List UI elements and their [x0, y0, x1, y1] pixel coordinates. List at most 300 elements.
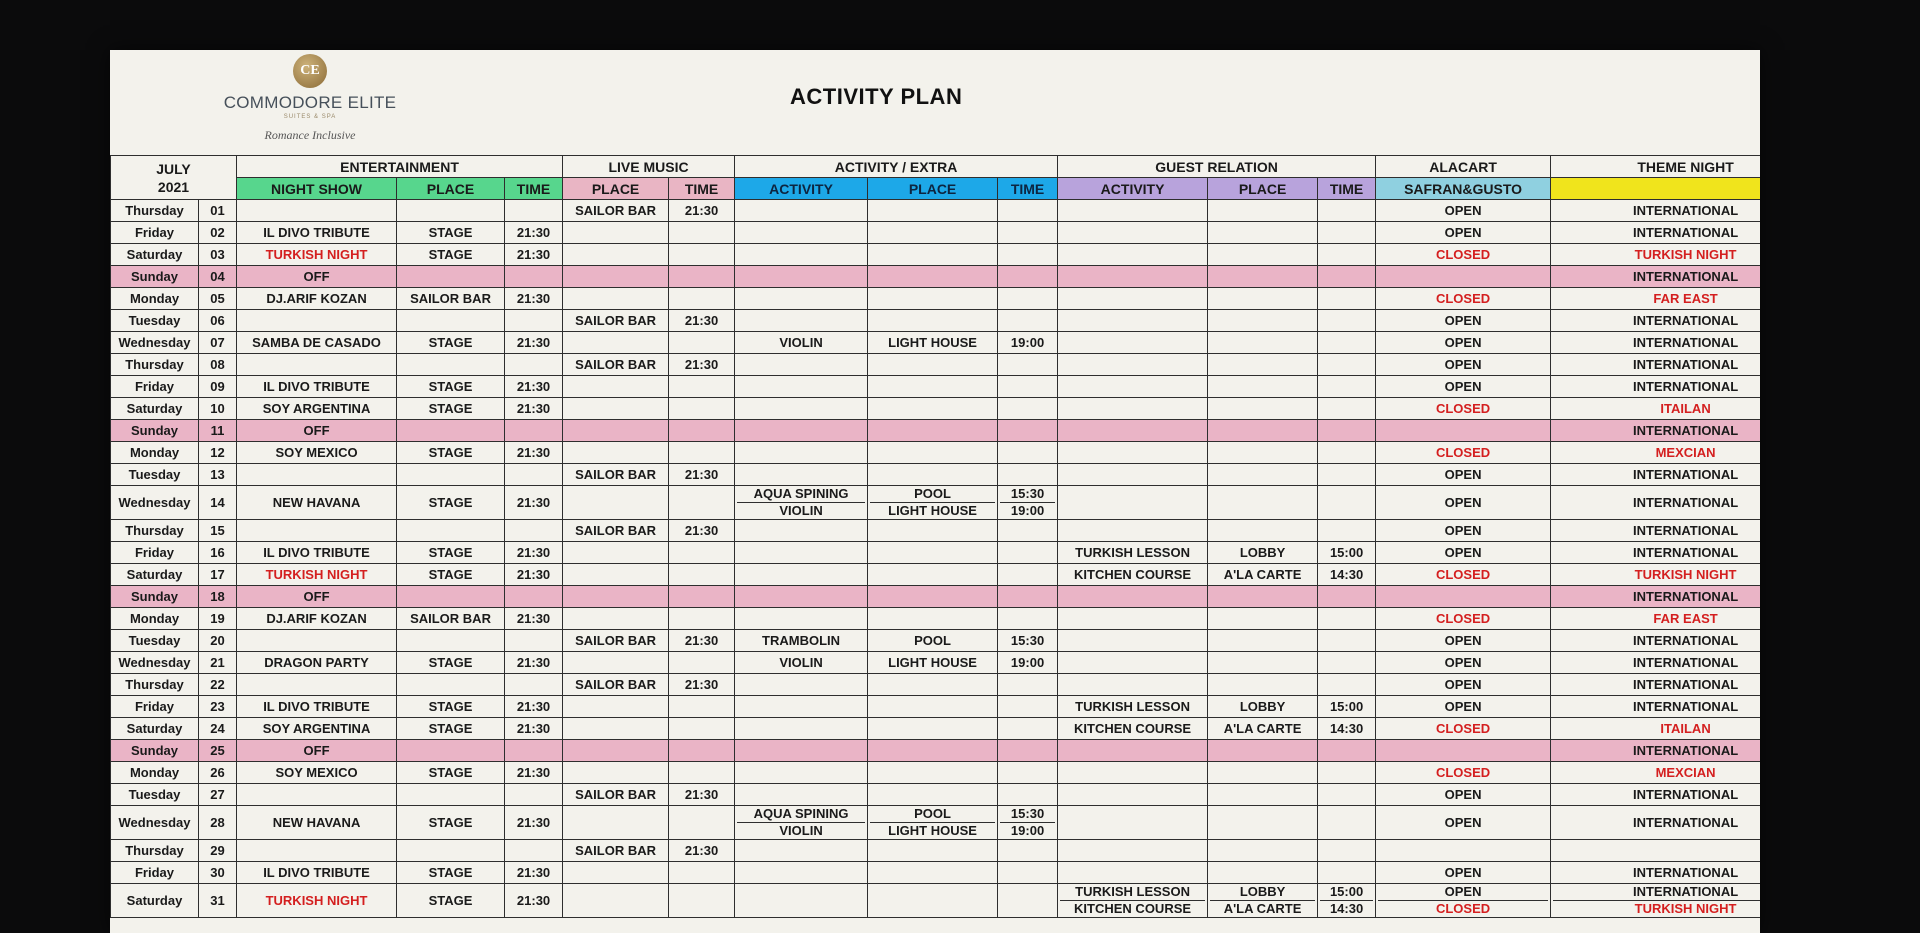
guest-activity: [1058, 784, 1208, 806]
table-row: [111, 288, 1761, 310]
guest-time: [1318, 784, 1376, 806]
guest-time: [1318, 398, 1376, 420]
guest-time: [1318, 762, 1376, 784]
night-show: [237, 784, 397, 806]
extra-place: [868, 288, 998, 310]
extra-time-line: 19:00: [1000, 822, 1055, 839]
theme-night: INTERNATIONAL: [1551, 806, 1760, 840]
extra-activity: [735, 244, 868, 266]
day-name: Friday: [111, 376, 199, 398]
extra-time: [998, 840, 1058, 862]
guest-place: [1208, 884, 1318, 918]
show-place: [397, 310, 505, 332]
music-time: 21:30: [669, 520, 735, 542]
day-date: 25: [199, 740, 237, 762]
extra-activity: [735, 542, 868, 564]
guest-place: [1208, 442, 1318, 464]
theme-night: INTERNATIONAL: [1551, 784, 1760, 806]
music-place: [563, 288, 669, 310]
music-time: 21:30: [669, 840, 735, 862]
night-show: IL DIVO TRIBUTE: [237, 376, 397, 398]
alacart-status: CLOSED: [1376, 762, 1551, 784]
guest-activity: [1058, 862, 1208, 884]
plan-header: [110, 50, 1760, 155]
alacart-status-line: OPEN: [1444, 884, 1482, 899]
extra-time: [998, 784, 1058, 806]
header-show-place: PLACE: [397, 178, 505, 200]
music-place: SAILOR BAR: [563, 464, 669, 486]
extra-activity: [735, 740, 868, 762]
guest-activity: TURKISH LESSON: [1058, 542, 1208, 564]
guest-place: [1208, 630, 1318, 652]
extra-activity: [735, 884, 868, 918]
guest-time: [1318, 288, 1376, 310]
show-place: SAILOR BAR: [397, 608, 505, 630]
extra-time: [998, 542, 1058, 564]
night-show: IL DIVO TRIBUTE: [237, 542, 397, 564]
night-show: SAMBA DE CASADO: [237, 332, 397, 354]
extra-activity: [735, 564, 868, 586]
extra-activity: [735, 420, 868, 442]
music-place: [563, 332, 669, 354]
extra-activity: [735, 222, 868, 244]
night-show: TURKISH NIGHT: [237, 884, 397, 918]
table-row: [111, 442, 1761, 464]
extra-time: [998, 564, 1058, 586]
month-name: JULY: [156, 160, 191, 177]
extra-activity-line: VIOLIN: [737, 502, 865, 519]
extra-activity: [735, 840, 868, 862]
guest-time: [1318, 740, 1376, 762]
guest-time: [1318, 652, 1376, 674]
table-row: [111, 652, 1761, 674]
extra-time: [998, 376, 1058, 398]
guest-place: [1208, 354, 1318, 376]
day-date: 13: [199, 464, 237, 486]
music-place: [563, 608, 669, 630]
show-place: STAGE: [397, 376, 505, 398]
header-extra-place: PLACE: [868, 178, 998, 200]
header-extra-time: TIME: [998, 178, 1058, 200]
theme-night-line: TURKISH NIGHT: [1553, 900, 1760, 917]
show-place: [397, 354, 505, 376]
brand-name: COMMODORE ELITE: [223, 93, 397, 112]
plan-body: [111, 200, 1761, 918]
day-date: 07: [199, 332, 237, 354]
guest-place: [1208, 520, 1318, 542]
table-row: [111, 200, 1761, 222]
night-show: NEW HAVANA: [237, 486, 397, 520]
night-show: DRAGON PARTY: [237, 652, 397, 674]
day-date: 27: [199, 784, 237, 806]
extra-time: [998, 310, 1058, 332]
show-time: [505, 464, 563, 486]
day-date: 14: [199, 486, 237, 520]
music-place: [563, 266, 669, 288]
music-time: 21:30: [669, 310, 735, 332]
show-place: STAGE: [397, 442, 505, 464]
music-time: [669, 564, 735, 586]
guest-time: [1318, 244, 1376, 266]
day-date: 11: [199, 420, 237, 442]
alacart-status: CLOSED: [1376, 442, 1551, 464]
show-place: [397, 784, 505, 806]
show-time: 21:30: [505, 398, 563, 420]
guest-place: LOBBY: [1208, 542, 1318, 564]
alacart-status: [1376, 586, 1551, 608]
day-date: 15: [199, 520, 237, 542]
extra-time: [998, 696, 1058, 718]
music-place: [563, 244, 669, 266]
day-date: 12: [199, 442, 237, 464]
extra-place: [868, 564, 998, 586]
theme-night: INTERNATIONAL: [1551, 376, 1760, 398]
theme-night: [1551, 884, 1760, 918]
extra-time: [998, 674, 1058, 696]
table-row: [111, 520, 1761, 542]
music-place: [563, 762, 669, 784]
extra-activity: [735, 398, 868, 420]
guest-activity: [1058, 310, 1208, 332]
day-date: 26: [199, 762, 237, 784]
extra-place-line: LIGHT HOUSE: [870, 502, 995, 519]
show-time: [505, 840, 563, 862]
alacart-status: OPEN: [1376, 674, 1551, 696]
show-time: 21:30: [505, 608, 563, 630]
month-label: [111, 156, 237, 200]
music-time: 21:30: [669, 674, 735, 696]
table-row: [111, 696, 1761, 718]
theme-night: INTERNATIONAL: [1551, 586, 1760, 608]
extra-activity: [735, 520, 868, 542]
guest-place: A'LA CARTE: [1208, 564, 1318, 586]
table-row: [111, 806, 1761, 840]
night-show: SOY ARGENTINA: [237, 718, 397, 740]
show-place: STAGE: [397, 564, 505, 586]
show-place: STAGE: [397, 696, 505, 718]
music-place: [563, 564, 669, 586]
alacart-status: OPEN: [1376, 784, 1551, 806]
guest-place: [1208, 840, 1318, 862]
day-name: Saturday: [111, 718, 199, 740]
guest-place: [1208, 674, 1318, 696]
music-place: [563, 222, 669, 244]
guest-time: [1318, 222, 1376, 244]
music-time: [669, 696, 735, 718]
show-time: [505, 674, 563, 696]
day-name: Tuesday: [111, 310, 199, 332]
guest-place: [1208, 310, 1318, 332]
guest-place: [1208, 862, 1318, 884]
extra-place: [868, 464, 998, 486]
music-place: SAILOR BAR: [563, 200, 669, 222]
extra-time: [998, 288, 1058, 310]
guest-activity: [1058, 332, 1208, 354]
day-name: Monday: [111, 442, 199, 464]
show-place: SAILOR BAR: [397, 288, 505, 310]
guest-time: [1318, 674, 1376, 696]
guest-time: 15:00: [1318, 542, 1376, 564]
theme-night: MEXCIAN: [1551, 442, 1760, 464]
guest-time: [1318, 464, 1376, 486]
table-row: [111, 354, 1761, 376]
header-theme: [1551, 178, 1760, 200]
music-place: [563, 442, 669, 464]
guest-activity: [1058, 674, 1208, 696]
extra-time: [998, 398, 1058, 420]
guest-place: [1208, 266, 1318, 288]
night-show: OFF: [237, 420, 397, 442]
day-date: 06: [199, 310, 237, 332]
table-row: [111, 376, 1761, 398]
show-time: 21:30: [505, 332, 563, 354]
extra-activity: [735, 376, 868, 398]
guest-time: [1318, 608, 1376, 630]
guest-time: [1318, 200, 1376, 222]
extra-place: [868, 840, 998, 862]
alacart-status: CLOSED: [1376, 608, 1551, 630]
music-time: [669, 718, 735, 740]
day-name: Tuesday: [111, 464, 199, 486]
day-date: 05: [199, 288, 237, 310]
crest-icon: CE: [293, 54, 327, 88]
alacart-status: OPEN: [1376, 696, 1551, 718]
extra-place: [868, 376, 998, 398]
guest-activity: [1058, 222, 1208, 244]
extra-activity: VIOLIN: [735, 332, 868, 354]
extra-time: [998, 586, 1058, 608]
night-show: DJ.ARIF KOZAN: [237, 608, 397, 630]
theme-night: INTERNATIONAL: [1551, 652, 1760, 674]
show-place: STAGE: [397, 718, 505, 740]
night-show: [237, 464, 397, 486]
show-time: [505, 586, 563, 608]
theme-night: FAR EAST: [1551, 608, 1760, 630]
extra-place: [868, 486, 998, 520]
music-place: SAILOR BAR: [563, 784, 669, 806]
night-show: [237, 674, 397, 696]
day-date: 29: [199, 840, 237, 862]
guest-time: [1318, 630, 1376, 652]
guest-time: [1318, 376, 1376, 398]
guest-place: [1208, 608, 1318, 630]
guest-time: [1318, 354, 1376, 376]
night-show: TURKISH NIGHT: [237, 244, 397, 266]
extra-place: [868, 762, 998, 784]
show-place: STAGE: [397, 862, 505, 884]
day-date: 18: [199, 586, 237, 608]
night-show: [237, 310, 397, 332]
extra-place-line: POOL: [914, 486, 951, 501]
guest-activity: [1058, 762, 1208, 784]
music-time: [669, 762, 735, 784]
music-place: [563, 420, 669, 442]
show-place: STAGE: [397, 806, 505, 840]
header-guest-time: TIME: [1318, 178, 1376, 200]
extra-place: [868, 542, 998, 564]
music-place: SAILOR BAR: [563, 674, 669, 696]
alacart-status: OPEN: [1376, 652, 1551, 674]
day-name: Thursday: [111, 520, 199, 542]
show-place: [397, 740, 505, 762]
extra-time: [998, 608, 1058, 630]
day-name: Wednesday: [111, 486, 199, 520]
alacart-status: [1376, 420, 1551, 442]
header-extra-activity: ACTIVITY: [735, 178, 868, 200]
brand-tagline: Romance Inclusive: [264, 128, 356, 142]
extra-activity: [735, 200, 868, 222]
extra-activity: [735, 762, 868, 784]
music-time: [669, 542, 735, 564]
show-place: STAGE: [397, 486, 505, 520]
day-date: 16: [199, 542, 237, 564]
music-time: [669, 244, 735, 266]
show-time: 21:30: [505, 884, 563, 918]
theme-night: INTERNATIONAL: [1551, 520, 1760, 542]
guest-activity: [1058, 464, 1208, 486]
night-show: SOY MEXICO: [237, 762, 397, 784]
extra-activity: [735, 486, 868, 520]
extra-place: [868, 696, 998, 718]
theme-night: INTERNATIONAL: [1551, 696, 1760, 718]
day-name: Saturday: [111, 564, 199, 586]
extra-place: [868, 420, 998, 442]
guest-activity: [1058, 608, 1208, 630]
show-place: [397, 266, 505, 288]
theme-night: TURKISH NIGHT: [1551, 564, 1760, 586]
show-place: [397, 586, 505, 608]
theme-night: ITAILAN: [1551, 398, 1760, 420]
show-place: STAGE: [397, 762, 505, 784]
show-time: [505, 354, 563, 376]
day-name: Tuesday: [111, 630, 199, 652]
group-live-music: LIVE MUSIC: [563, 156, 735, 178]
header-guest-place: PLACE: [1208, 178, 1318, 200]
music-place: SAILOR BAR: [563, 310, 669, 332]
extra-time: [998, 762, 1058, 784]
guest-activity: [1058, 398, 1208, 420]
day-name: Friday: [111, 542, 199, 564]
guest-activity: [1058, 884, 1208, 918]
extra-activity: [735, 310, 868, 332]
extra-time: 19:00: [998, 332, 1058, 354]
header-show-time: TIME: [505, 178, 563, 200]
extra-place: [868, 244, 998, 266]
guest-time: [1318, 884, 1376, 918]
guest-time: [1318, 520, 1376, 542]
music-place: [563, 542, 669, 564]
music-time: [669, 608, 735, 630]
extra-activity: [735, 674, 868, 696]
guest-activity: [1058, 200, 1208, 222]
music-time: [669, 288, 735, 310]
day-date: 31: [199, 884, 237, 918]
show-time: [505, 310, 563, 332]
guest-place: [1208, 652, 1318, 674]
table-row: [111, 420, 1761, 442]
music-place: [563, 740, 669, 762]
group-alacart: ALACART: [1376, 156, 1551, 178]
show-place: STAGE: [397, 542, 505, 564]
extra-activity: [735, 608, 868, 630]
table-row: [111, 630, 1761, 652]
night-show: [237, 630, 397, 652]
alacart-status: CLOSED: [1376, 398, 1551, 420]
table-row: [111, 884, 1761, 918]
extra-place: [868, 398, 998, 420]
guest-activity: KITCHEN COURSE: [1058, 564, 1208, 586]
extra-place: [868, 310, 998, 332]
group-theme-night: THEME NIGHT: [1551, 156, 1760, 178]
guest-place: [1208, 398, 1318, 420]
extra-place: POOL: [868, 630, 998, 652]
table-row: [111, 674, 1761, 696]
music-time: [669, 376, 735, 398]
day-date: 21: [199, 652, 237, 674]
show-time: [505, 520, 563, 542]
day-name: Saturday: [111, 398, 199, 420]
alacart-status-line: CLOSED: [1378, 900, 1548, 917]
guest-place: LOBBY: [1208, 696, 1318, 718]
theme-night: INTERNATIONAL: [1551, 674, 1760, 696]
day-date: 04: [199, 266, 237, 288]
show-time: 21:30: [505, 862, 563, 884]
music-place: SAILOR BAR: [563, 840, 669, 862]
alacart-status: OPEN: [1376, 520, 1551, 542]
guest-time: [1318, 266, 1376, 288]
guest-time: 14:30: [1318, 564, 1376, 586]
extra-time: [998, 740, 1058, 762]
group-guest-relation: GUEST RELATION: [1058, 156, 1376, 178]
alacart-status: OPEN: [1376, 630, 1551, 652]
guest-time: [1318, 840, 1376, 862]
theme-night: INTERNATIONAL: [1551, 464, 1760, 486]
month-year: 2021: [157, 178, 190, 195]
music-time: [669, 586, 735, 608]
extra-activity: [735, 354, 868, 376]
night-show: [237, 520, 397, 542]
table-row: [111, 740, 1761, 762]
show-time: 21:30: [505, 442, 563, 464]
music-place: [563, 696, 669, 718]
guest-place-line: LOBBY: [1239, 884, 1286, 899]
guest-place: A'LA CARTE: [1208, 718, 1318, 740]
music-place: [563, 376, 669, 398]
extra-place-line: POOL: [914, 806, 951, 821]
extra-place: [868, 200, 998, 222]
music-place: SAILOR BAR: [563, 520, 669, 542]
guest-activity: KITCHEN COURSE: [1058, 718, 1208, 740]
extra-time-line: 15:30: [1010, 486, 1045, 501]
night-show: DJ.ARIF KOZAN: [237, 288, 397, 310]
table-row: [111, 222, 1761, 244]
night-show: OFF: [237, 266, 397, 288]
show-time: [505, 200, 563, 222]
music-time: [669, 398, 735, 420]
day-date: 17: [199, 564, 237, 586]
guest-activity: [1058, 266, 1208, 288]
music-place: [563, 718, 669, 740]
extra-activity: [735, 266, 868, 288]
alacart-status: OPEN: [1376, 542, 1551, 564]
header-music-time: TIME: [669, 178, 735, 200]
table-row: [111, 608, 1761, 630]
guest-activity: [1058, 586, 1208, 608]
table-row: [111, 718, 1761, 740]
extra-time: 19:00: [998, 652, 1058, 674]
brand-subtitle: SUITES & SPA: [283, 114, 337, 120]
guest-time: [1318, 586, 1376, 608]
